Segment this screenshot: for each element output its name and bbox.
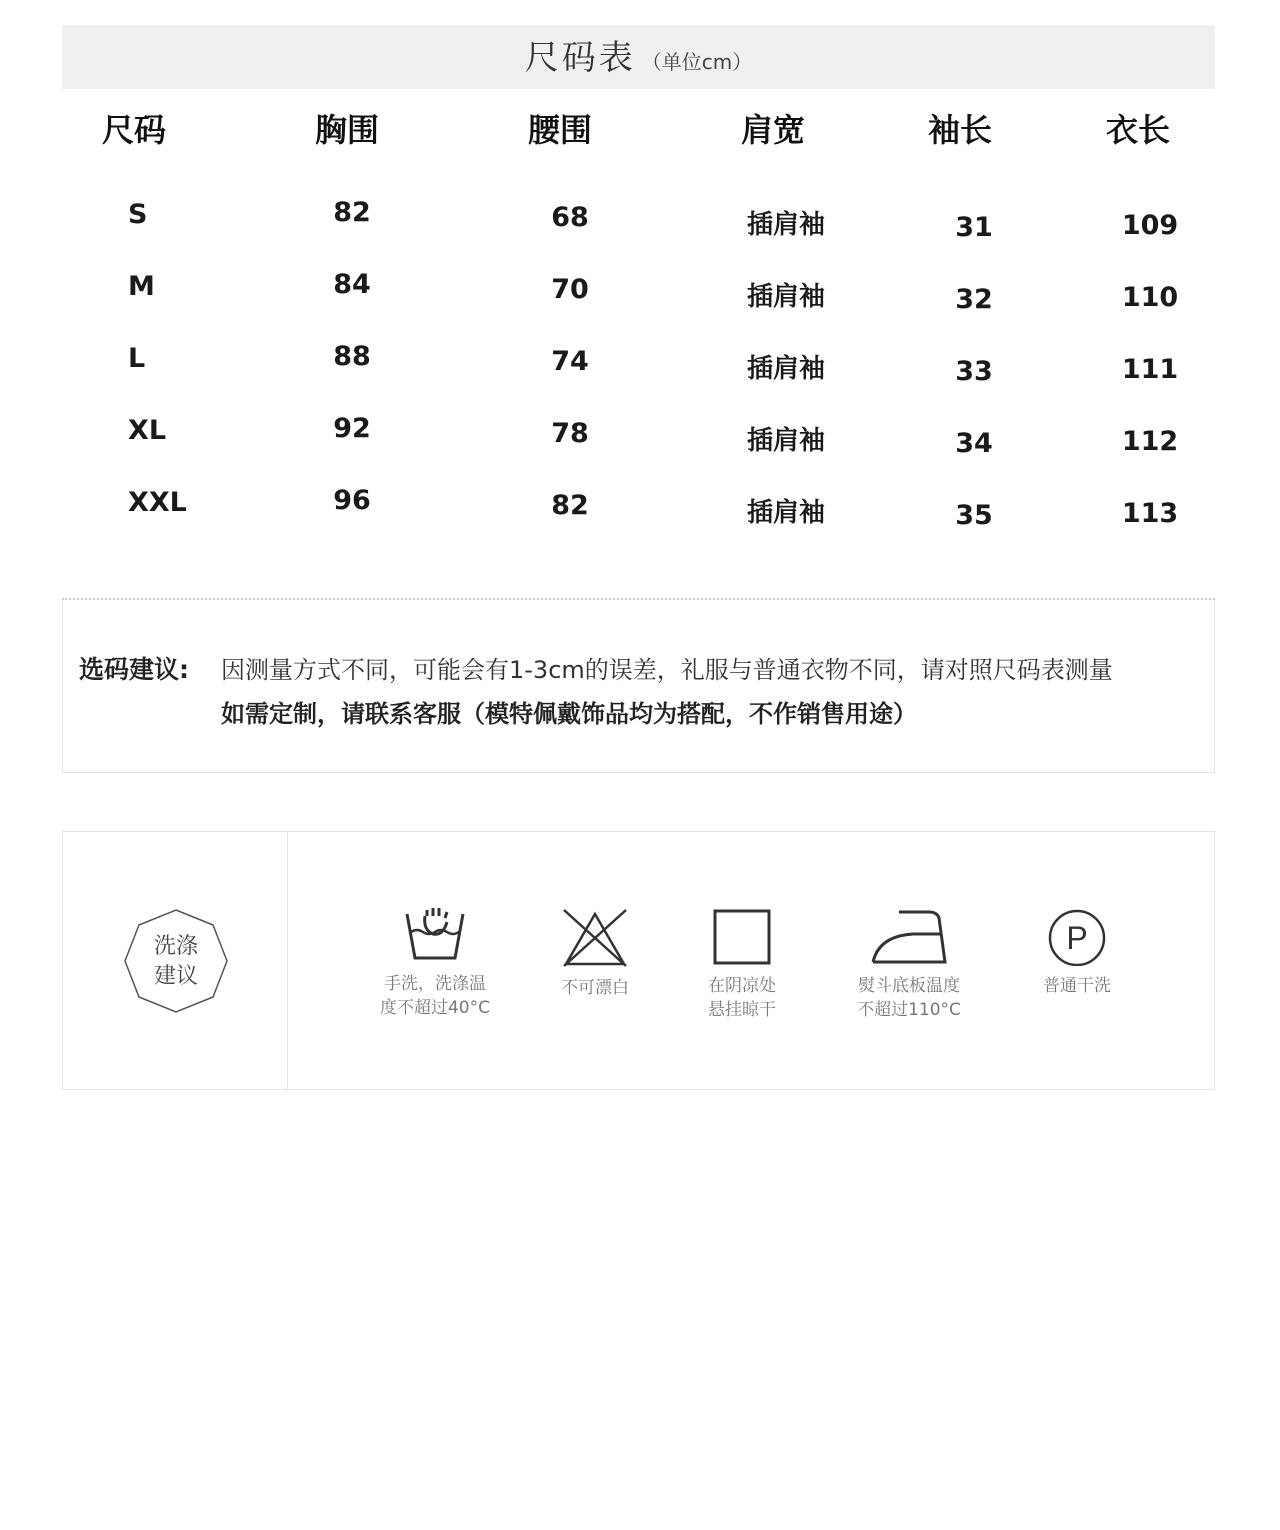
header-size: 尺码 (101, 111, 166, 149)
care-item-dry-clean (1007, 908, 1147, 998)
care-item-hand-wash (365, 908, 505, 1020)
bust-cell: 96 (333, 485, 371, 516)
advice-line-2: 如需定制，请联系客服（模特佩戴饰品均为搭配，不作销售用途） (221, 700, 917, 728)
header-waist: 腰围 (527, 111, 592, 149)
bust-cell: 88 (333, 341, 371, 372)
length-cell: 111 (1121, 354, 1179, 385)
header-bust: 胸围 (314, 111, 379, 149)
size-cell: S (128, 199, 148, 230)
waist-cell: 68 (551, 202, 589, 233)
care-label-line-1: 不可漂白 (561, 978, 629, 998)
care-label-line-1: 在阴凉处 (708, 976, 776, 996)
care-label-line-1: 普通干洗 (1043, 976, 1111, 996)
advice-line-1: 因测量方式不同，可能会有1-3cm的误差，礼服与普通衣物不同，请对照尺码表测量 (221, 656, 1113, 684)
size-chart-unit: （单位cm） (641, 50, 753, 74)
size-cell: XL (128, 415, 167, 446)
shoulder-cell: 插肩袖 (746, 354, 825, 384)
length-cell: 112 (1121, 426, 1179, 457)
badge-line-1: 洗涤 (153, 934, 198, 959)
care-label-line-1: 手洗，洗涤温 (384, 974, 486, 994)
size-cell: XXL (128, 487, 187, 518)
sleeve-cell: 31 (955, 212, 993, 243)
sleeve-cell: 34 (955, 428, 993, 459)
bust-cell: 82 (333, 197, 371, 228)
size-chart-title-bar (62, 26, 1215, 89)
dry-flat-shade-icon (712, 908, 772, 966)
length-cell: 109 (1121, 210, 1179, 241)
care-box (62, 831, 1215, 1090)
shoulder-cell: 插肩袖 (746, 498, 825, 528)
length-cell: 110 (1121, 282, 1179, 313)
hand-wash-icon (403, 908, 467, 964)
size-cell: M (128, 271, 155, 302)
waist-cell: 74 (551, 346, 589, 377)
size-advice-box (62, 598, 1215, 773)
bust-cell: 92 (333, 413, 371, 444)
size-chart-title: 尺码表 (524, 38, 636, 78)
svg-text:P: P (1066, 920, 1088, 956)
no-bleach-icon (562, 908, 628, 968)
care-item-no-bleach (525, 908, 665, 1000)
length-cell: 113 (1121, 498, 1179, 529)
header-shoulder: 肩宽 (740, 111, 805, 149)
bust-cell: 84 (333, 269, 371, 300)
care-divider (287, 832, 288, 1089)
advice-label: 选码建议: (79, 655, 189, 684)
waist-cell: 82 (551, 490, 589, 521)
waist-cell: 70 (551, 274, 589, 305)
waist-cell: 78 (551, 418, 589, 449)
care-item-dry-shade (672, 908, 812, 1022)
care-label-line-2: 不超过110°C (857, 1000, 961, 1020)
care-label-line-2: 度不超过40°C (379, 998, 490, 1018)
dry-clean-icon (1047, 908, 1107, 966)
size-cell: L (128, 343, 146, 374)
sleeve-cell: 33 (955, 356, 993, 387)
badge-text (123, 932, 229, 992)
iron-icon (869, 908, 949, 966)
header-length: 衣长 (1105, 111, 1170, 149)
sleeve-cell: 35 (955, 500, 993, 531)
badge-line-2: 建议 (153, 964, 198, 989)
care-label-line-1: 熨斗底板温度 (858, 976, 960, 996)
shoulder-cell: 插肩袖 (746, 426, 825, 456)
care-item-iron (839, 908, 979, 1022)
care-label-line-2: 悬挂晾干 (708, 1000, 776, 1020)
shoulder-cell: 插肩袖 (746, 282, 825, 312)
care-badge (123, 908, 229, 1014)
header-sleeve: 袖长 (927, 111, 992, 149)
sleeve-cell: 32 (955, 284, 993, 315)
shoulder-cell: 插肩袖 (746, 210, 825, 240)
